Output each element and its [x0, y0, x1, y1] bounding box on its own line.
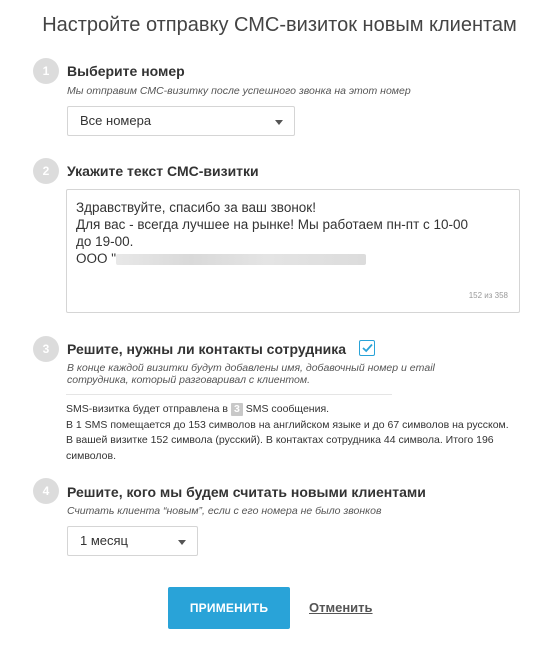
sms-info-suffix: SMS сообщения.: [245, 403, 330, 415]
step-number-2: 2: [33, 158, 59, 184]
step-hint-select-number: Мы отправим СМС-визитку после успешного звонка на этот номер: [67, 85, 411, 97]
sms-info-block: [66, 402, 546, 464]
page-title: Настройте отправку СМС-визиток новым клиентам: [42, 14, 517, 36]
step-hint-new-clients: Считать клиента “новым”, если с его номера не было звонков: [67, 505, 382, 517]
redacted-text: [116, 254, 366, 265]
step-title-sms-text: Укажите текст СМС-визитки: [67, 163, 259, 179]
sms-text-line: ООО ": [76, 251, 117, 266]
step-title-employee-contacts: Решите, нужны ли контакты сотрудника: [67, 341, 347, 357]
step-number-3: 3: [33, 336, 59, 362]
chevron-down-icon: [275, 120, 283, 125]
apply-button[interactable]: ПРИМЕНИТЬ: [168, 587, 290, 629]
step-hint-employee-contacts-1: В конце каждой визитки будут добавлены имя, добавочный номер и email: [67, 362, 435, 374]
period-select-value: 1 месяц: [80, 533, 128, 548]
period-select[interactable]: [67, 526, 198, 556]
sms-info-prefix: SMS-визитка будет отправлена в: [66, 403, 229, 415]
step-hint-employee-contacts-2: сотрудника, который разговаривал с клиентом.: [67, 374, 310, 386]
character-counter: 152 из 358: [468, 291, 508, 300]
sms-text-area[interactable]: [66, 189, 520, 313]
step-title-select-number: Выберите номер: [67, 63, 185, 79]
employee-contacts-checkbox[interactable]: [359, 340, 375, 356]
checkmark-icon: [362, 343, 373, 353]
sms-count-badge: 3: [231, 403, 243, 416]
step-number-1: 1: [33, 58, 59, 84]
cancel-link[interactable]: Отменить: [309, 600, 373, 615]
sms-text-line: до 19-00.: [76, 234, 134, 249]
sms-info-line: В вашей визитке 152 символа (русский). В контактах сотрудника 44 символа. Итого 196: [66, 434, 494, 446]
chevron-down-icon: [178, 540, 186, 545]
step-number-4: 4: [33, 478, 59, 504]
sms-info-line: В 1 SMS помещается до 153 символов на английском языке и до 67 символов на русском.: [66, 418, 509, 431]
divider: [66, 394, 392, 395]
sms-text-line: Здравствуйте, спасибо за ваш звонок!: [76, 200, 316, 215]
sms-info-line: символов.: [66, 449, 116, 462]
number-select[interactable]: [67, 106, 295, 136]
number-select-value: Все номера: [80, 113, 152, 128]
step-title-new-clients: Решите, кого мы будем считать новыми клиентами: [67, 484, 426, 500]
sms-text-line: Для вас - всегда лучшее на рынке! Мы работаем пн-пт с 10-00: [76, 217, 469, 232]
